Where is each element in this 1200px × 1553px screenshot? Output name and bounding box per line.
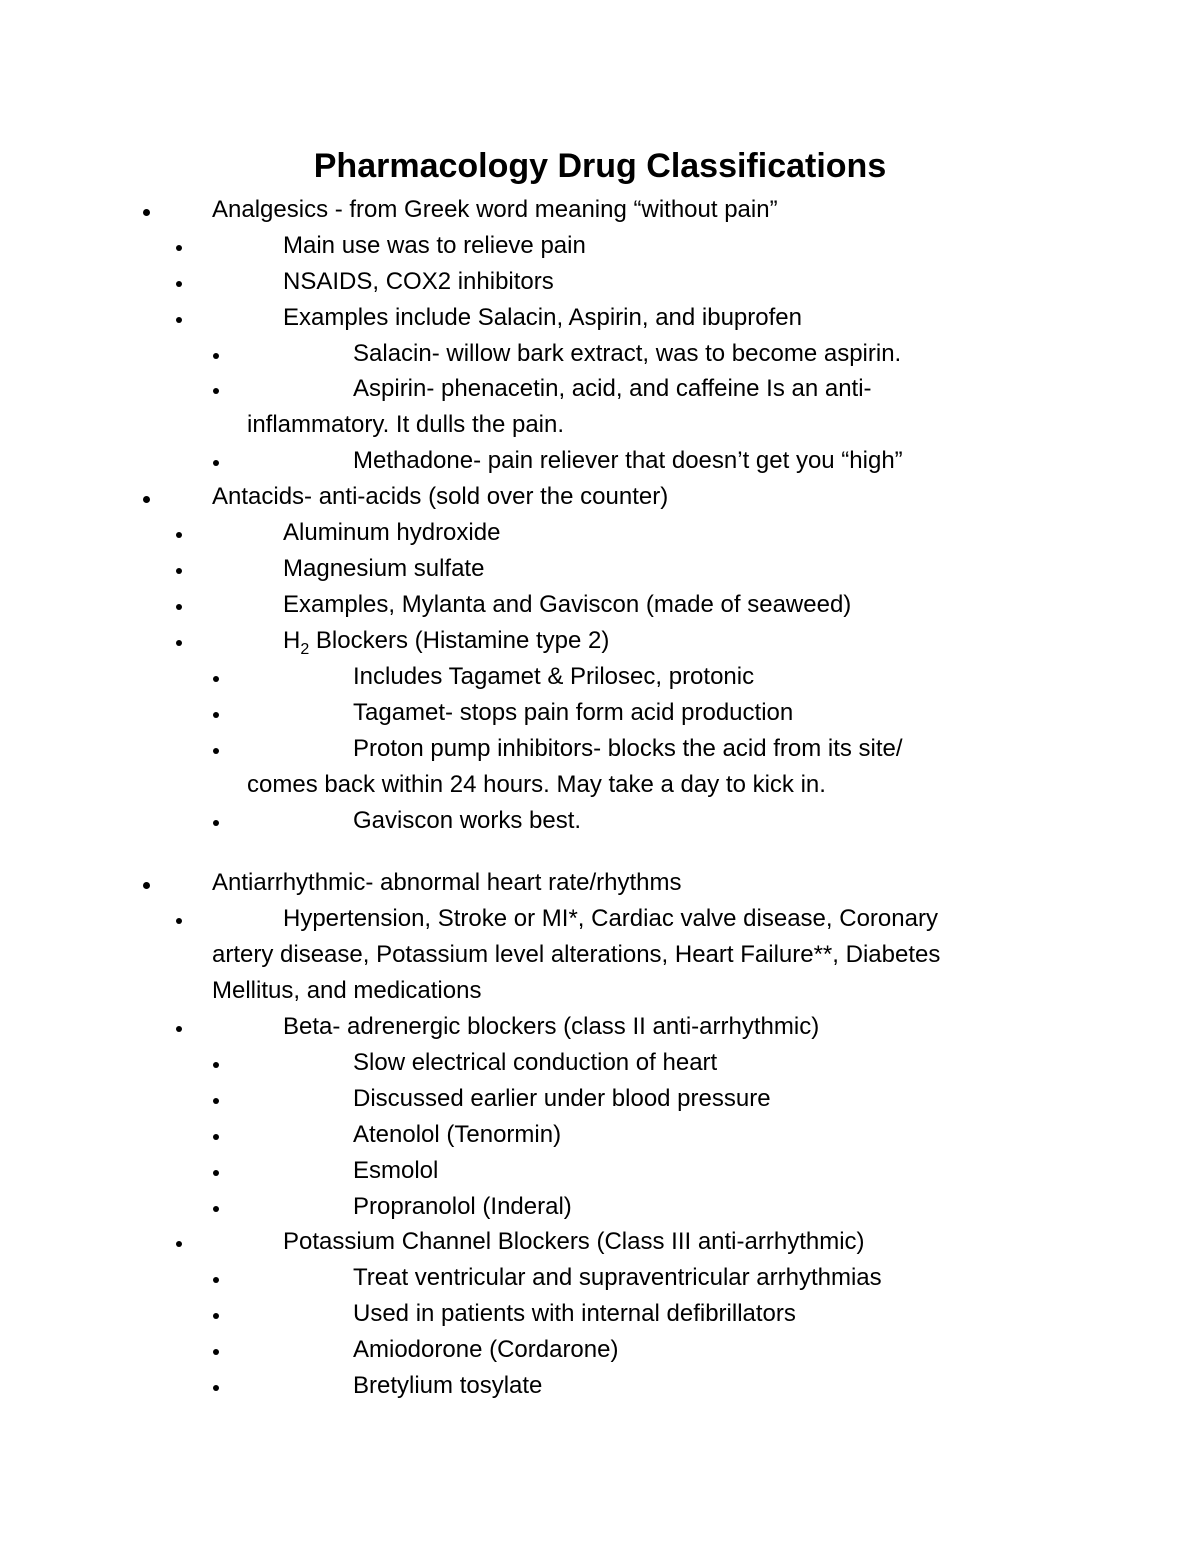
bullet-icon [213, 676, 219, 682]
page-title: Pharmacology Drug Classifications [313, 147, 887, 185]
list-item-text-after: Blockers (Histamine type 2) [309, 627, 610, 654]
bullet-icon [176, 1026, 182, 1032]
list-item-continuation: comes back within 24 hours. May take a day to kick in. [247, 771, 826, 798]
list-item-level-3: Gaviscon works best. [353, 807, 582, 834]
list-item-level-3: Aspirin- phenacetin, acid, and caffeine Is an anti- [353, 375, 872, 402]
bullet-icon [213, 388, 219, 394]
bullet-icon [213, 1277, 219, 1283]
list-item-level-3: Used in patients with internal defibrillators [353, 1300, 796, 1327]
bullet-icon [213, 1385, 219, 1391]
list-item-level-3: Proton pump inhibitors- blocks the acid from its site/ [353, 735, 903, 762]
list-item-level-3: Treat ventricular and supraventricular arrhythmias [353, 1264, 882, 1291]
list-item-level-3: Tagamet- stops pain form acid production [353, 699, 794, 726]
bullet-icon [176, 1241, 182, 1247]
bullet-icon [213, 748, 219, 754]
list-item-text: H [283, 627, 301, 654]
list-item-level-3: Amiodorone (Cordarone) [353, 1336, 619, 1363]
list-item-level-3: Slow electrical conduction of heart [353, 1049, 718, 1076]
bullet-icon [176, 317, 182, 323]
bullet-icon [213, 1313, 219, 1319]
bullet-icon [213, 1170, 219, 1176]
bullet-icon [213, 1206, 219, 1212]
list-item-level-2: Magnesium sulfate [283, 555, 485, 582]
bullet-icon [213, 460, 219, 466]
bullet-icon [213, 1098, 219, 1104]
list-item-level-1: Analgesics - from Greek word meaning “without pain” [212, 196, 778, 223]
list-item-level-1: Antiarrhythmic- abnormal heart rate/rhythms [212, 869, 682, 896]
list-item-level-2 [283, 626, 609, 656]
list-item-level-3: Bretylium tosylate [353, 1372, 543, 1399]
bullet-icon [213, 1062, 219, 1068]
list-item-continuation: inflammatory. It dulls the pain. [247, 411, 565, 438]
list-item-level-3: Salacin- willow bark extract, was to become aspirin. [353, 340, 902, 367]
bullet-icon [176, 245, 182, 251]
bullet-icon [176, 281, 182, 287]
bullet-icon [143, 209, 150, 216]
bullet-icon [176, 604, 182, 610]
list-item-level-2: Aluminum hydroxide [283, 519, 501, 546]
list-item-level-3: Atenolol (Tenormin) [353, 1121, 562, 1148]
list-item-level-2: Main use was to relieve pain [283, 232, 586, 259]
list-item-level-3: Methadone- pain reliever that doesn’t get you “high” [353, 447, 903, 474]
list-item-level-2: NSAIDS, COX2 inhibitors [283, 268, 554, 295]
bullet-icon [176, 918, 182, 924]
bullet-icon [176, 532, 182, 538]
bullet-icon [143, 496, 150, 503]
bullet-icon [213, 353, 219, 359]
list-item-level-3: Includes Tagamet & Prilosec, protonic [353, 663, 755, 690]
bullet-icon [213, 820, 219, 826]
list-item-level-2: Beta- adrenergic blockers (class II anti-arrhythmic) [283, 1013, 820, 1040]
list-item-level-3: Propranolol (Inderal) [353, 1193, 572, 1220]
list-item-level-2: Examples include Salacin, Aspirin, and ibuprofen [283, 304, 802, 331]
bullet-icon [213, 1134, 219, 1140]
list-item-level-2: Examples, Mylanta and Gaviscon (made of seaweed) [283, 591, 852, 618]
bullet-icon [176, 568, 182, 574]
bullet-icon [143, 882, 150, 889]
list-item-level-1: Antacids- anti-acids (sold over the counter) [212, 483, 669, 510]
bullet-icon [176, 640, 182, 646]
subscript: 2 [300, 640, 310, 658]
list-item-level-2: Potassium Channel Blockers (Class III anti-arrhythmic) [283, 1228, 865, 1255]
bullet-icon [213, 712, 219, 718]
list-item-continuation: artery disease, Potassium level alterations, Heart Failure**, Diabetes [212, 941, 941, 968]
list-item-level-3: Discussed earlier under blood pressure [353, 1085, 771, 1112]
list-item-continuation: Mellitus, and medications [212, 977, 482, 1004]
list-item-level-3: Esmolol [353, 1157, 439, 1184]
bullet-icon [213, 1349, 219, 1355]
list-item-level-2: Hypertension, Stroke or MI*, Cardiac valve disease, Coronary [283, 905, 938, 932]
